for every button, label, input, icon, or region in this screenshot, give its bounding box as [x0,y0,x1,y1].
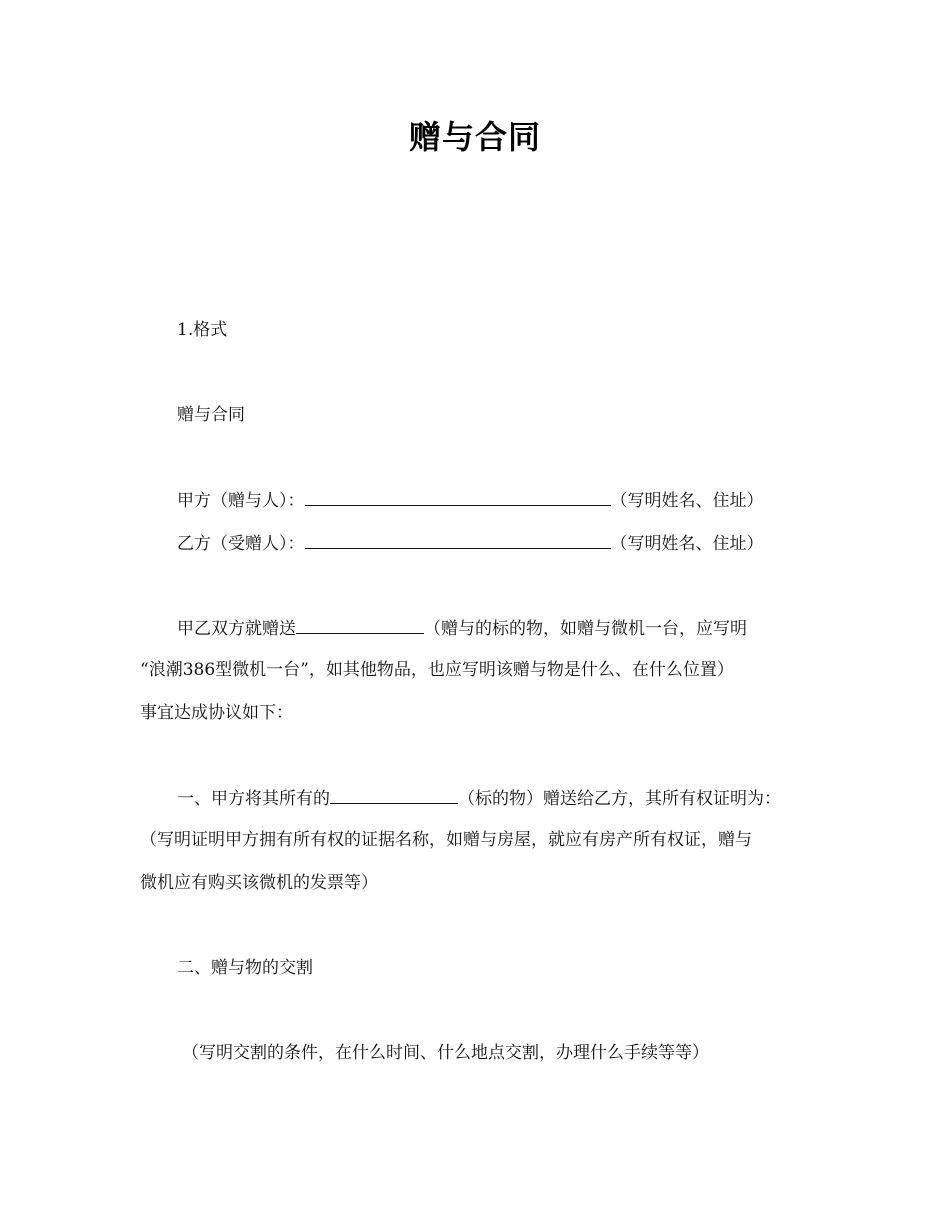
party-a-line [140,489,857,512]
clause1-line1-suffix: （标的物）赠送给乙方，其所有权证明为： [458,789,781,809]
party-a-blank [305,489,611,506]
party-b-label: 乙方（受赠人）： [177,534,305,554]
clause1-line-1 [140,787,857,810]
intro-line-1 [140,617,857,640]
section-format-heading: 1.格式 [177,320,228,340]
intro-line1-suffix: （赠与的标的物，如赠与微机一台，应写明 [424,619,747,639]
party-a-label: 甲方（赠与人）： [177,491,305,511]
clause2-heading: 二、赠与物的交割 [177,958,313,978]
clause1-line-2: （写明证明甲方拥有所有权的证据名称，如赠与房屋，就应有房产所有权证，赠与 [140,830,752,850]
clause1-line-3: 微机应有购买该微机的发票等） [140,873,378,893]
party-a-hint: （写明姓名、住址） [610,491,764,511]
clause2-note: （写明交割的条件，在什么时间、什么地点交割，办理什么手续等等） [182,1043,709,1063]
contract-subtitle: 赠与合同 [177,405,245,425]
party-b-blank [305,532,611,549]
intro-line-2: “浪潮386型微机一台”，如其他物品，也应写明该赠与物是什么、在什么位置） [140,660,734,680]
intro-line-3: 事宜达成协议如下： [140,703,293,723]
document-title: 赠与合同 [408,118,541,156]
gift-item-blank [296,617,424,634]
clause1-prefix: 一、甲方将其所有的 [177,789,330,809]
intro-prefix: 甲乙双方就赠送 [177,619,296,639]
clause1-item-blank [330,787,458,804]
party-b-hint: （写明姓名、住址） [610,534,764,554]
party-b-line [140,532,857,555]
